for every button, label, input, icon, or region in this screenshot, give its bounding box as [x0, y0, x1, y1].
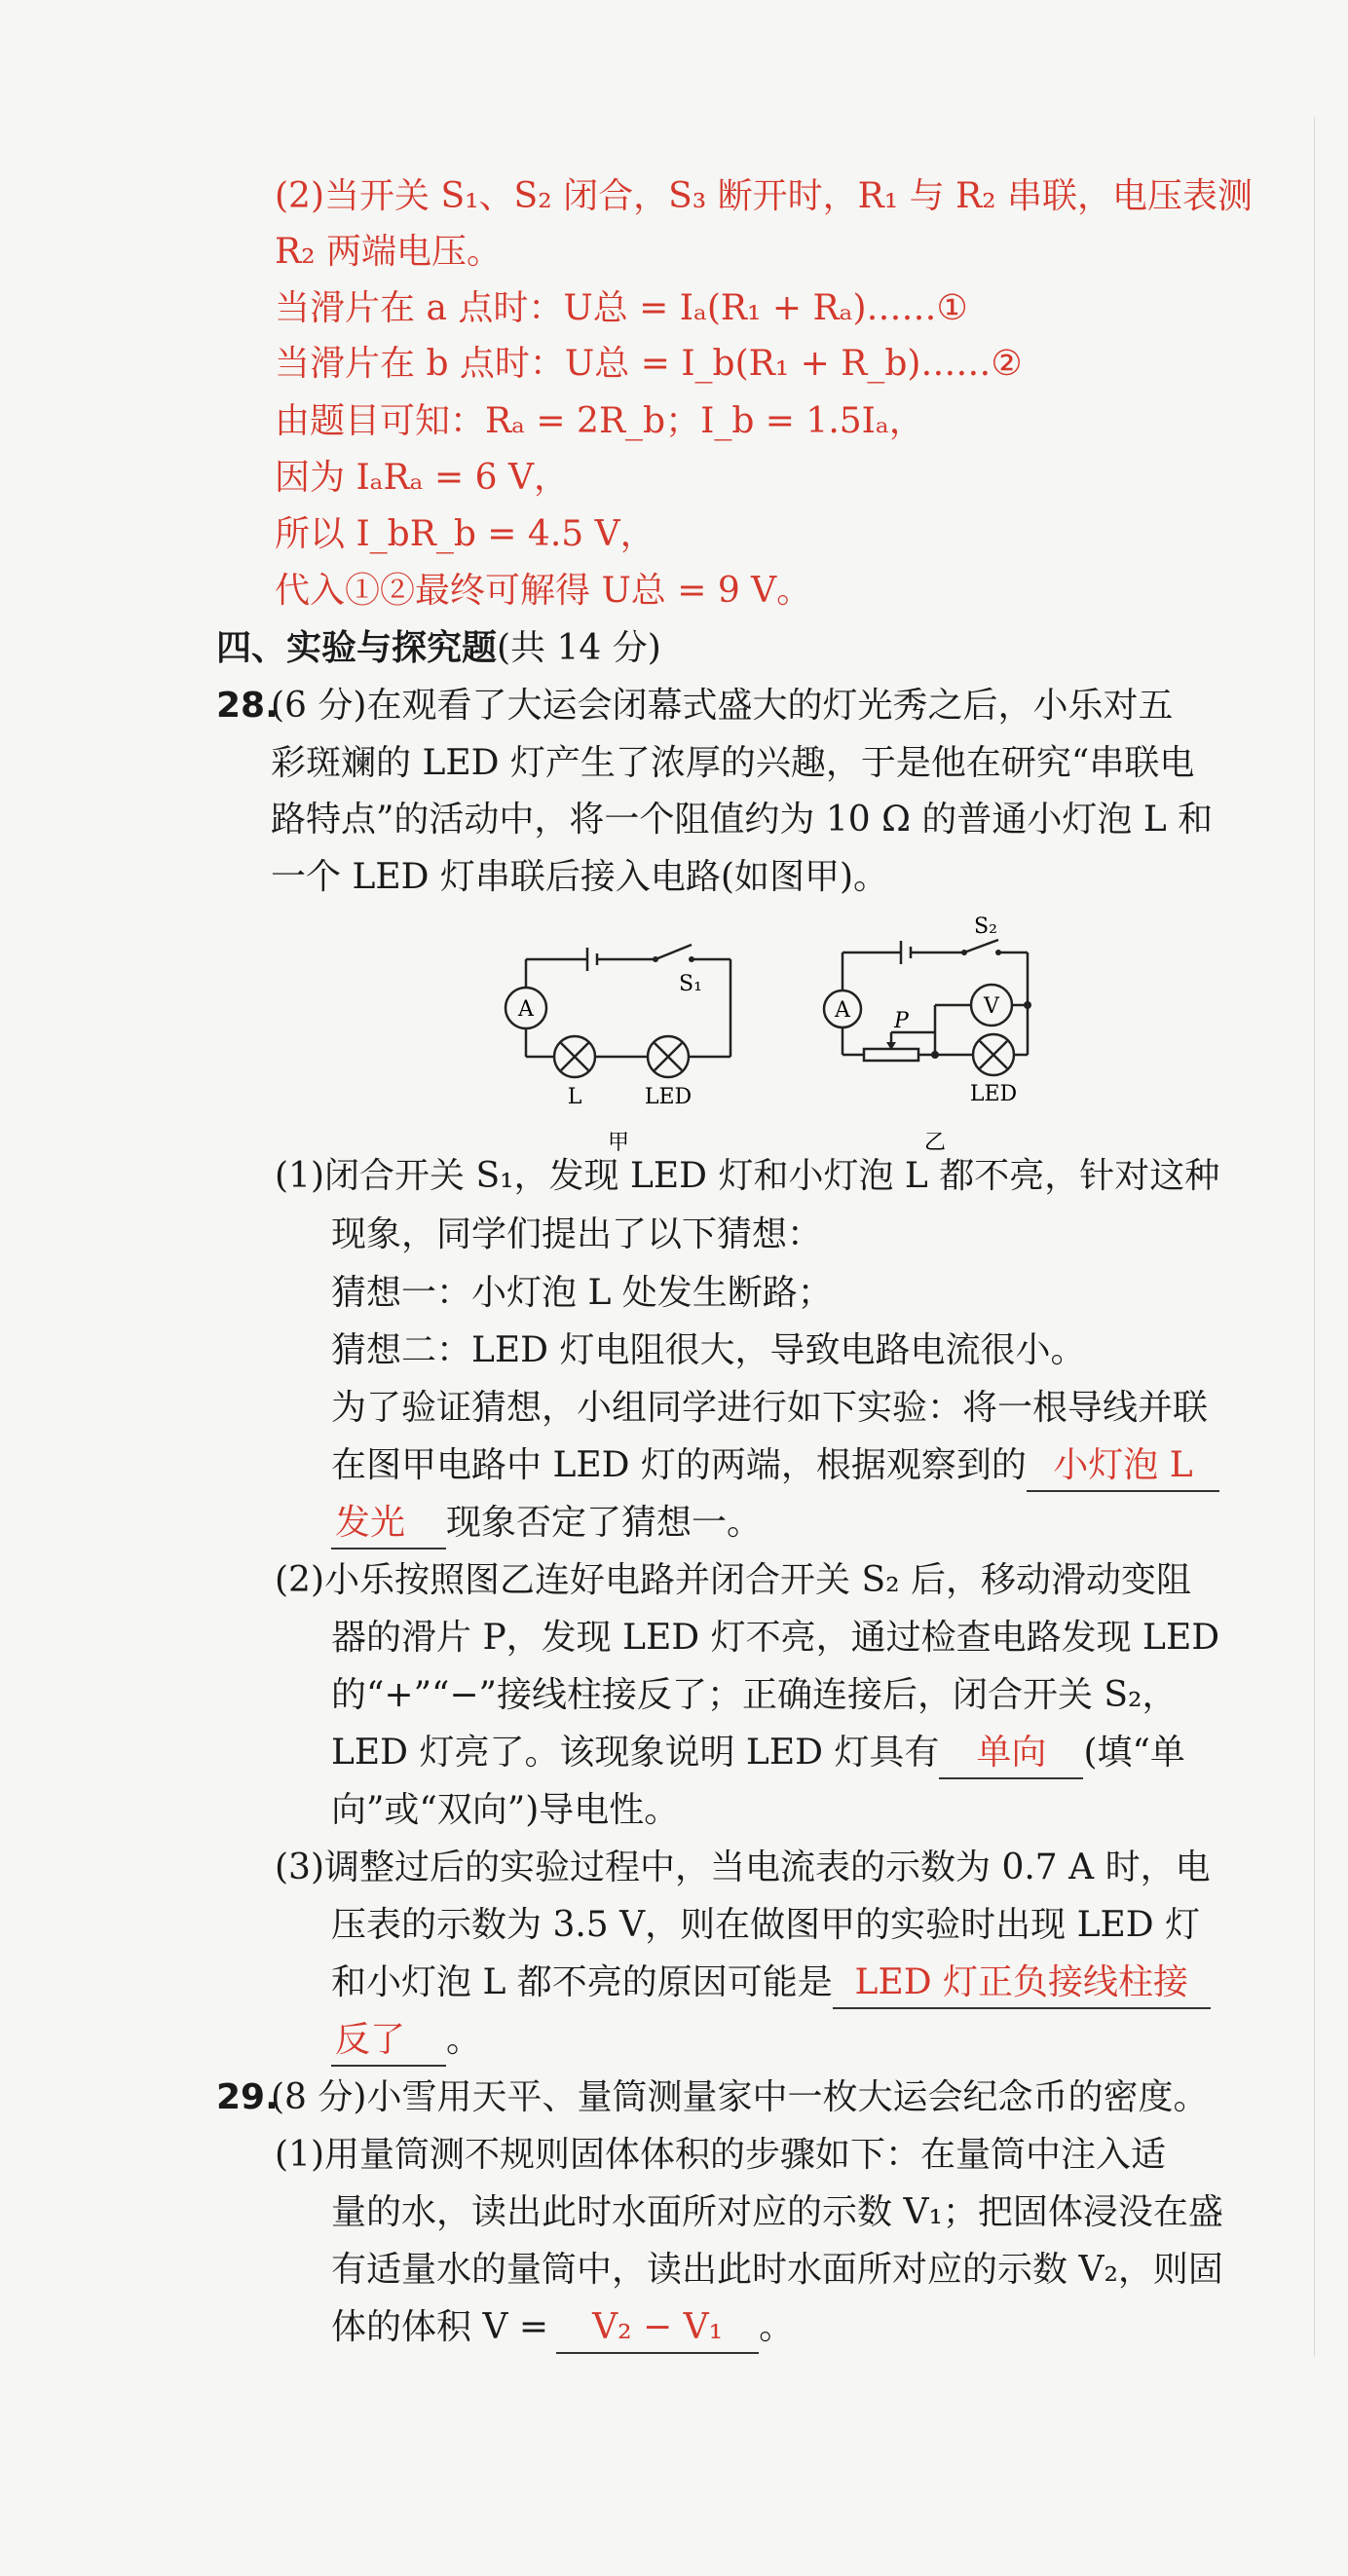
q29-line-1: (8 分)小雪用天平、量筒测量家中一枚大运会纪念币的密度。 — [271, 2077, 1209, 2117]
q28-p3-line-4 — [331, 2016, 481, 2067]
q28-p1-line-2: 现象，同学们提出了以下猜想： — [331, 1214, 823, 1254]
q29-p1-line-2: 量的水，读出此时水面所对应的示数 V₁；把固体浸没在盛 — [331, 2192, 1223, 2232]
solution-line-7: 所以 I_bR_b = 4.5 V， — [275, 514, 655, 554]
ammeter-label: A — [518, 997, 534, 1022]
q28-p1-line-4: 猜想二：LED 灯电阻很大，导致电路电流很小。 — [331, 1330, 1086, 1370]
question-number: 29. — [216, 2077, 279, 2117]
solution-line-1: (2)当开关 S₁、S₂ 闭合，S₃ 断开时，R₁ 与 R₂ 串联，电压表测 — [275, 176, 1254, 216]
q28-p3-line-2: 压表的示数为 3.5 V，则在做图甲的实验时出现 LED 灯 — [331, 1905, 1201, 1945]
q28-p2-line-2: 器的滑片 P，发现 LED 灯不亮，通过检查电路发现 LED — [331, 1618, 1220, 1658]
led-label: LED — [969, 1082, 1018, 1106]
q28-p2-line-4-text: LED 灯亮了。该现象说明 LED 灯具有 — [331, 1733, 940, 1773]
answer-blank: 单向 — [939, 1729, 1083, 1779]
q28-p3-line-3 — [331, 1959, 1211, 2009]
solution-line-3: 当滑片在 a 点时：U总 = Iₐ(R₁ + Rₐ)……① — [275, 288, 968, 328]
q29-p1-line-4-text: 体的体积 V = — [331, 2307, 549, 2347]
q28-p2-line-4-tail: (填“单 — [1083, 1733, 1185, 1773]
q28-line-2: 彩斑斓的 LED 灯产生了浓厚的兴趣，于是他在研究“串联电 — [271, 743, 1195, 783]
lamp-label: L — [567, 1085, 582, 1109]
q28-p1-line-6 — [331, 1441, 1219, 1492]
answer-blank: 小灯泡 L — [1027, 1441, 1219, 1492]
page-edge-line — [1314, 117, 1315, 2357]
solution-line-8: 代入①②最终可解得 U总 = 9 V。 — [275, 571, 812, 611]
q28-p1-line-1: (1)闭合开关 S₁，发现 LED 灯和小灯泡 L 都不亮，针对这种 — [275, 1156, 1220, 1196]
solution-line-6: 因为 IₐRₐ = 6 V， — [275, 458, 569, 498]
q28-line-3: 路特点”的活动中，将一个阻值约为 10 Ω 的普通小灯泡 L 和 — [271, 800, 1214, 840]
q28-p3-line-3-text: 和小灯泡 L 都不亮的原因可能是 — [331, 1962, 833, 2002]
solution-line-5: 由题目可知：Rₐ = 2R_b；I_b = 1.5Iₐ， — [275, 401, 924, 441]
figure-caption: 甲 — [607, 1131, 630, 1155]
circuit-diagram-yi — [808, 906, 1062, 1164]
answer-blank: 反了 — [331, 2016, 446, 2067]
q28-p1-line-7 — [331, 1499, 762, 1549]
q28-p2-line-1: (2)小乐按照图乙连好电路并闭合开关 S₂ 后，移动滑动变阻 — [275, 1560, 1191, 1600]
answer-blank: LED 灯正负接线柱接 — [833, 1959, 1211, 2009]
led-label: LED — [644, 1085, 693, 1109]
q28-p1-line-3: 猜想一：小灯泡 L 处发生断路； — [331, 1273, 833, 1313]
q29-p1-line-1: (1)用量筒测不规则固体体积的步骤如下：在量筒中注入适 — [275, 2135, 1166, 2175]
q28-p2-line-3: 的“+”“−”接线柱接反了；正确连接后，闭合开关 S₂， — [331, 1675, 1178, 1715]
section-heading — [216, 624, 661, 673]
slider-label: P — [894, 1009, 909, 1033]
q29-p1-line-4-tail: 。 — [759, 2307, 795, 2347]
q28-p1-line-5: 为了验证猜想，小组同学进行如下实验：将一根导线并联 — [331, 1388, 1209, 1428]
q28-line-1: (6 分)在观看了大运会闭幕式盛大的灯光秀之后，小乐对五 — [271, 686, 1174, 726]
answer-blank: 发光 — [331, 1499, 446, 1549]
circuit-diagram-jia — [497, 930, 750, 1159]
q28-line-4: 一个 LED 灯串联后接入电路(如图甲)。 — [271, 857, 889, 897]
section-title: 四、实验与探究题 — [216, 628, 498, 668]
ammeter-label: A — [835, 998, 850, 1023]
q28-p1-line-7-text: 现象否定了猜想一。 — [446, 1503, 763, 1543]
q28-p3-line-1: (3)调整过后的实验过程中，当电流表的示数为 0.7 A 时，电 — [275, 1848, 1211, 1887]
q28-p3-line-4-text: 。 — [446, 2020, 482, 2060]
q29-p1-line-4 — [331, 2303, 794, 2354]
q28-p1-line-6-text: 在图甲电路中 LED 灯的两端，根据观察到的 — [331, 1445, 1027, 1485]
section-score: (共 14 分) — [497, 628, 661, 668]
solution-line-2: R₂ 两端电压。 — [275, 232, 502, 272]
switch-label: S₂ — [974, 915, 997, 939]
answer-blank: V₂ − V₁ — [556, 2303, 759, 2354]
figure-caption: 乙 — [923, 1131, 947, 1155]
q28-p2-line-4 — [331, 1729, 1185, 1779]
q28-p2-line-5: 向”或“双向”)导电性。 — [331, 1790, 680, 1830]
solution-line-4: 当滑片在 b 点时：U总 = I_b(R₁ + R_b)……② — [275, 344, 1023, 384]
question-number: 28. — [216, 686, 279, 726]
q29-p1-line-3: 有适量水的量筒中，读出此时水面所对应的示数 V₂，则固 — [331, 2250, 1223, 2290]
switch-label: S₁ — [679, 972, 702, 996]
voltmeter-label: V — [984, 994, 999, 1019]
